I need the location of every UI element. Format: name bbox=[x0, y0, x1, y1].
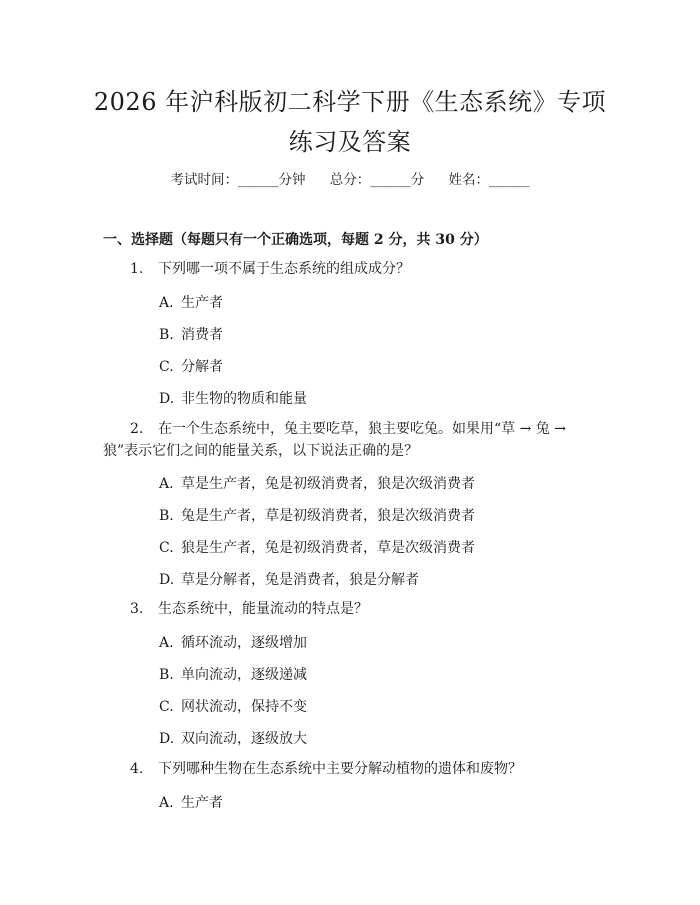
document-title: 2026 年沪科版初二科学下册《生态系统》专项练习及答案 bbox=[93, 88, 607, 156]
total-score-field: 总分：______分 bbox=[329, 172, 425, 188]
question-1-option-d bbox=[159, 388, 307, 408]
question-2-option-c bbox=[159, 537, 475, 557]
option-text: 生产者 bbox=[181, 795, 223, 811]
question-4-option-a bbox=[159, 792, 223, 812]
question-number: 2. bbox=[130, 421, 144, 437]
question-text: 下列哪种生物在生态系统中主要分解动植物的遗体和废物？ bbox=[158, 761, 522, 777]
question-number: 1. bbox=[130, 261, 144, 277]
question-number: 4. bbox=[130, 761, 144, 777]
option-text: 兔是生产者，草是初级消费者，狼是次级消费者 bbox=[181, 508, 475, 524]
question-1 bbox=[103, 258, 593, 280]
question-1-option-c bbox=[159, 356, 223, 376]
question-number: 3. bbox=[130, 601, 144, 617]
exam-info-line bbox=[0, 168, 700, 188]
question-3-option-d bbox=[159, 728, 307, 748]
option-text: 生产者 bbox=[181, 295, 223, 311]
question-text: 在一个生态系统中，兔主要吃草，狼主要吃兔。如果用“草 → 兔 → 狼”表示它们之间的能量关系，以下说法正确的是？ bbox=[103, 421, 566, 459]
question-2-option-b bbox=[159, 505, 475, 525]
question-2 bbox=[103, 418, 593, 462]
option-letter: A. bbox=[159, 295, 174, 311]
option-text: 草是分解者，兔是消费者，狼是分解者 bbox=[181, 572, 419, 588]
question-text: 生态系统中，能量流动的特点是？ bbox=[158, 601, 368, 617]
option-text: 单向流动，逐级递减 bbox=[181, 667, 307, 683]
option-text: 草是生产者，兔是初级消费者，狼是次级消费者 bbox=[181, 476, 475, 492]
question-3-option-c bbox=[159, 696, 307, 716]
option-text: 狼是生产者，兔是初级消费者，草是次级消费者 bbox=[181, 540, 475, 556]
option-text: 非生物的物质和能量 bbox=[181, 391, 307, 407]
question-2-option-a bbox=[159, 473, 475, 493]
question-3 bbox=[103, 598, 593, 620]
question-3-option-b bbox=[159, 664, 307, 684]
student-name-field: 姓名：______ bbox=[448, 172, 530, 188]
question-4 bbox=[103, 758, 593, 780]
question-1-option-a bbox=[159, 292, 223, 312]
option-text: 消费者 bbox=[181, 327, 223, 343]
option-letter: C. bbox=[159, 359, 174, 375]
option-letter: C. bbox=[159, 540, 174, 556]
option-letter: D. bbox=[159, 572, 175, 588]
option-letter: A. bbox=[159, 795, 174, 811]
option-letter: B. bbox=[159, 508, 174, 524]
option-letter: C. bbox=[159, 699, 174, 715]
section-heading-multiple-choice: 一、选择题（每题只有一个正确选项，每题 2 分，共 30 分） bbox=[103, 232, 488, 248]
question-2-option-d bbox=[159, 569, 419, 589]
option-letter: B. bbox=[159, 667, 174, 683]
question-1-option-b bbox=[159, 324, 223, 344]
option-text: 网状流动，保持不变 bbox=[181, 699, 307, 715]
option-letter: D. bbox=[159, 731, 175, 747]
question-3-option-a bbox=[159, 632, 307, 652]
option-letter: D. bbox=[159, 391, 175, 407]
option-text: 分解者 bbox=[181, 359, 223, 375]
option-text: 循环流动，逐级增加 bbox=[181, 635, 307, 651]
option-text: 双向流动，逐级放大 bbox=[181, 731, 307, 747]
question-text: 下列哪一项不属于生态系统的组成成分？ bbox=[158, 261, 410, 277]
option-letter: B. bbox=[159, 327, 174, 343]
option-letter: A. bbox=[159, 476, 174, 492]
exam-time-field: 考试时间：______分钟 bbox=[170, 172, 306, 188]
option-letter: A. bbox=[159, 635, 174, 651]
